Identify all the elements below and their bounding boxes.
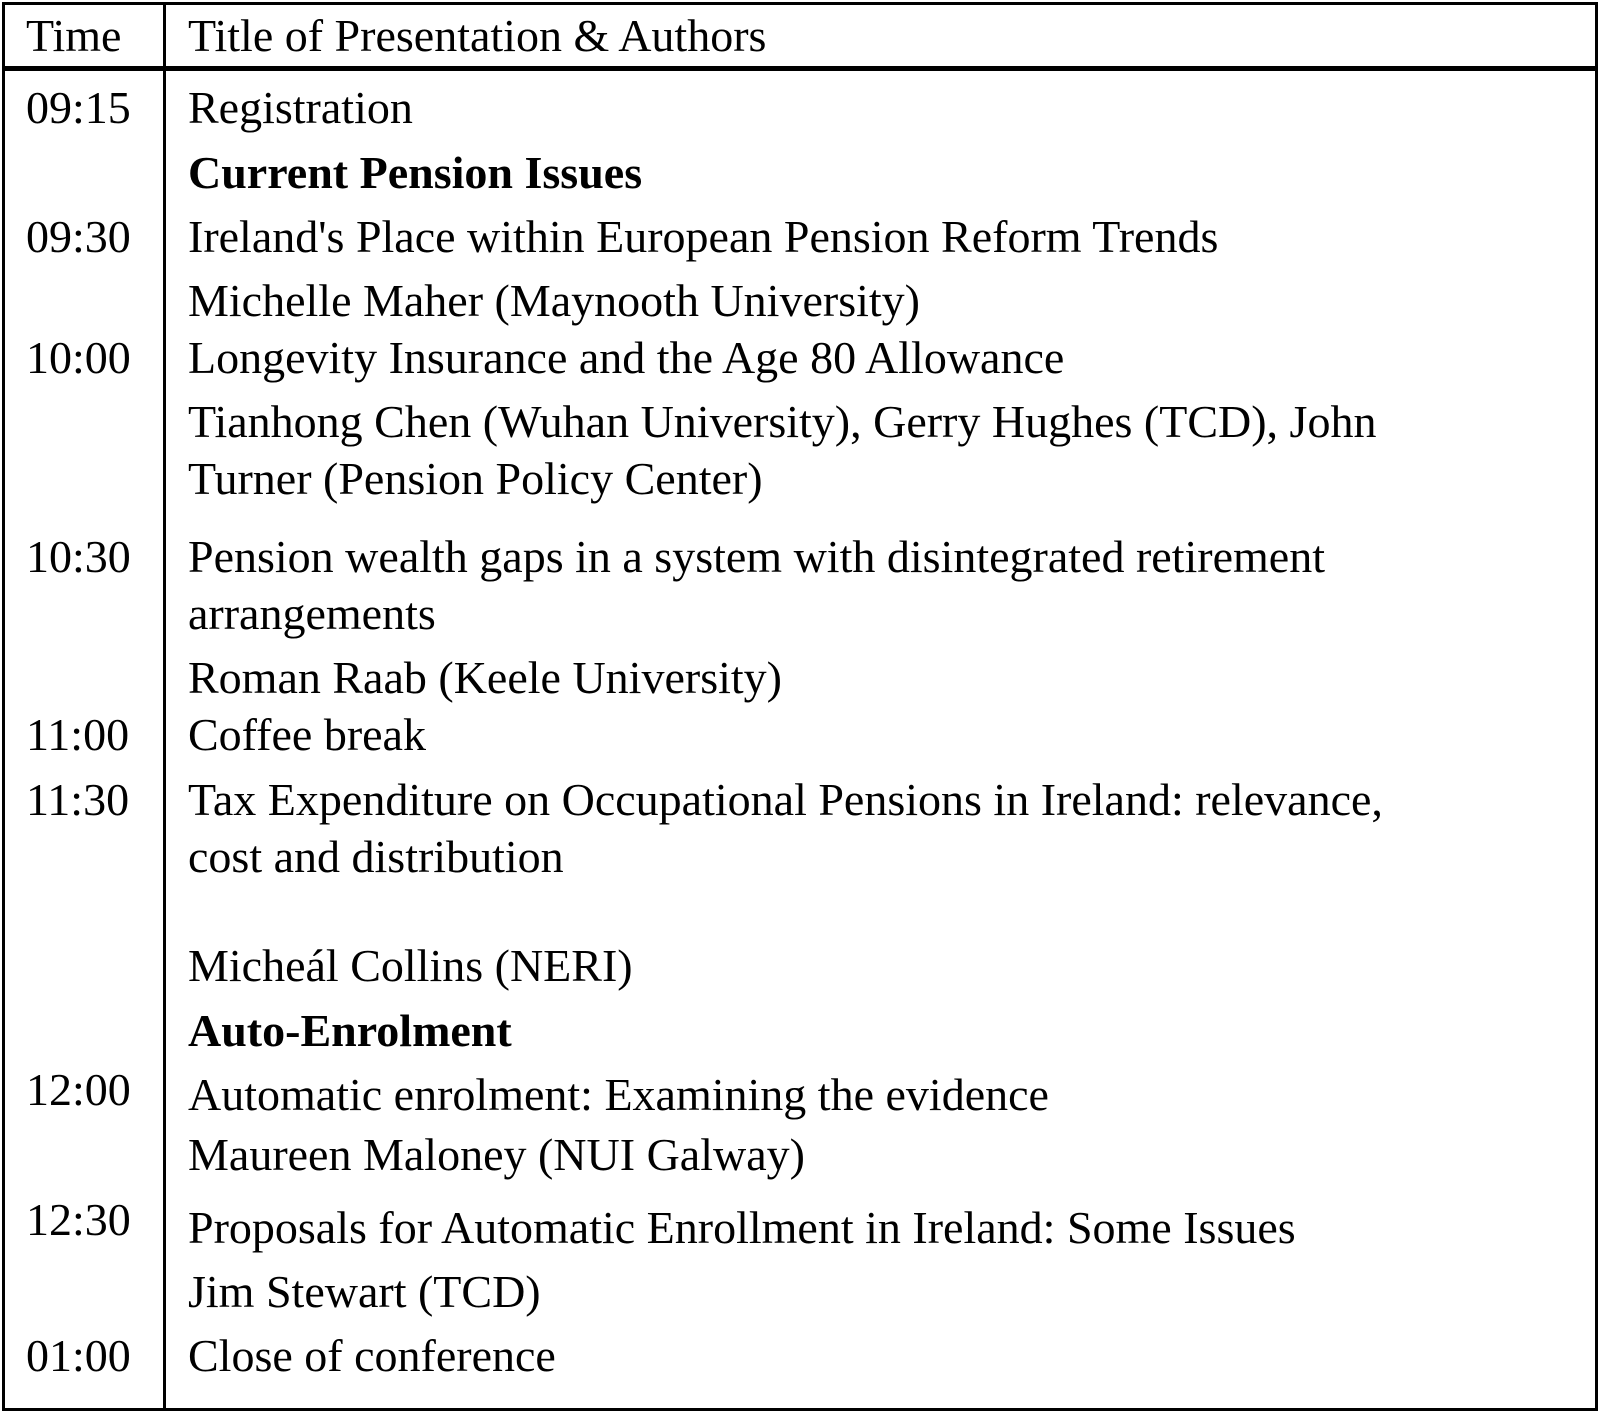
header-rule — [2, 66, 1598, 71]
session-heading-auto-enrolment: Auto-Enrolment — [188, 1005, 512, 1056]
title-talk1: Ireland's Place within European Pension Reform Trends — [188, 211, 1219, 262]
time-talk4: 11:30 — [26, 774, 130, 825]
authors-talk5: Maureen Maloney (NUI Galway) — [188, 1129, 805, 1180]
title-talk5: Automatic enrolment: Examining the evidence — [188, 1069, 1049, 1120]
header-title: Title of Presentation & Authors — [188, 10, 767, 61]
authors-talk3: Roman Raab (Keele University) — [188, 652, 782, 703]
column-divider — [163, 2, 166, 1411]
title-registration: Registration — [188, 82, 413, 133]
authors-talk2-line2: Turner (Pension Policy Center) — [188, 453, 763, 504]
authors-talk2-line1: Tianhong Chen (Wuhan University), Gerry Hughes (TCD), John — [188, 396, 1377, 447]
authors-talk6: Jim Stewart (TCD) — [188, 1266, 541, 1317]
title-coffee: Coffee break — [188, 709, 426, 760]
time-talk6: 12:30 — [26, 1194, 131, 1245]
title-talk3-line1: Pension wealth gaps in a system with disintegrated retirement — [188, 531, 1325, 582]
time-talk3: 10:30 — [26, 531, 131, 582]
authors-talk1: Michelle Maher (Maynooth University) — [188, 275, 920, 326]
time-talk5: 12:00 — [26, 1064, 131, 1115]
time-registration: 09:15 — [26, 82, 131, 133]
title-talk3-line2: arrangements — [188, 588, 436, 639]
title-talk4-line2: cost and distribution — [188, 831, 564, 882]
header-time: Time — [26, 10, 122, 61]
time-close: 01:00 — [26, 1330, 131, 1381]
title-talk2: Longevity Insurance and the Age 80 Allowance — [188, 332, 1065, 383]
authors-talk4: Micheál Collins (NERI) — [188, 940, 633, 991]
title-talk6: Proposals for Automatic Enrollment in Ireland: Some Issues — [188, 1202, 1296, 1253]
time-talk2: 10:00 — [26, 332, 131, 383]
title-talk4-line1: Tax Expenditure on Occupational Pensions in Ireland: relevance, — [188, 774, 1383, 825]
title-close: Close of conference — [188, 1330, 556, 1381]
time-talk1: 09:30 — [26, 211, 131, 262]
time-coffee: 11:00 — [26, 709, 130, 760]
session-heading-current-pension-issues: Current Pension Issues — [188, 147, 643, 198]
